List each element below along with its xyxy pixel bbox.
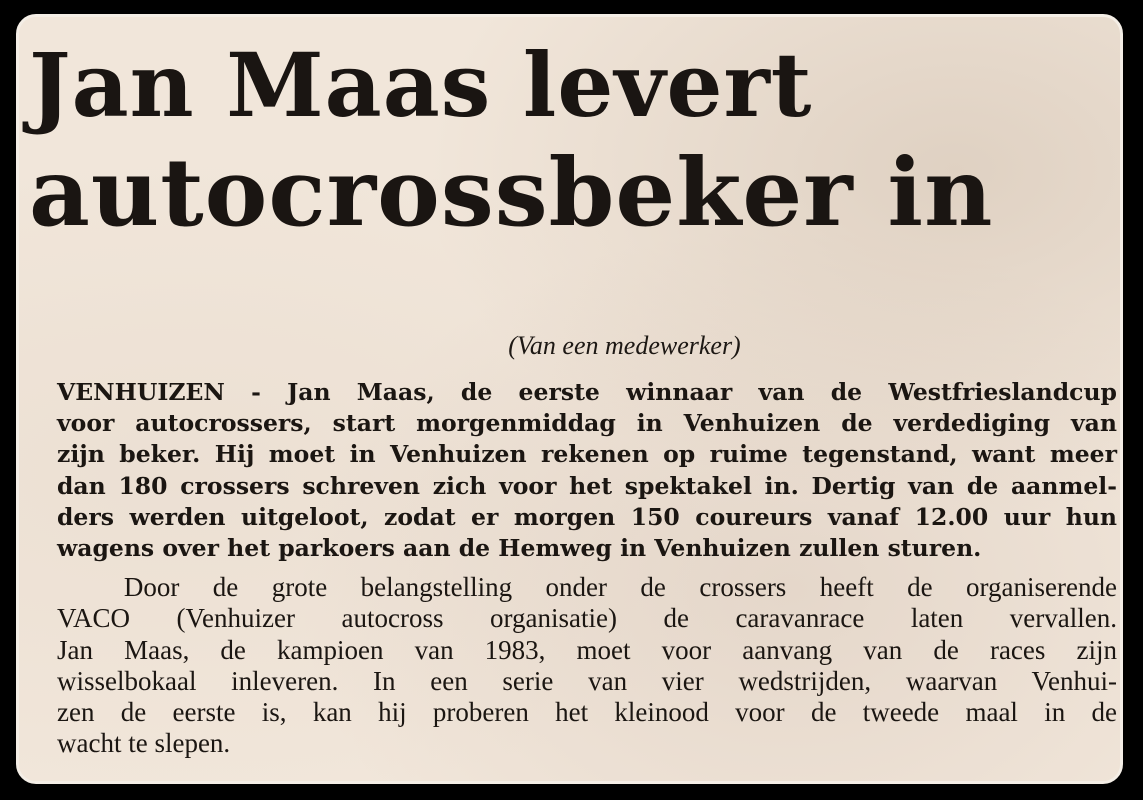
body-line: zen de eerste is, kan hij proberen het kleinood voor de tweede maal in de [57, 697, 1117, 728]
article-body [57, 377, 1117, 759]
lead-line: zijn beker. Hij moet in Venhuizen rekenen op ruime tegenstand, want meer [57, 440, 1117, 469]
body-line: Door de grote belangstelling onder de crossers heeft de organiserende [57, 572, 1117, 603]
byline: (Van een medewerker) [508, 331, 741, 360]
body-line: wisselbokaal inleveren. In een serie van vier wedstrijden, waarvan Venhui- [57, 665, 1117, 696]
lead-paragraph [57, 377, 1117, 564]
clipping-frame [16, 14, 1123, 784]
body-line: Jan Maas, de kampioen van 1983, moet voor aanvang van de races zijn [57, 634, 1117, 665]
body-paragraph [57, 572, 1117, 759]
lead-line: dan 180 crossers schreven zich voor het spektakel in. Dertig van de aanmel- [57, 471, 1117, 500]
lead-line: wagens over het parkoers aan de Hemweg in Venhuizen zullen sturen. [57, 534, 982, 563]
lead-line: ders werden uitgeloot, zodat er morgen 150 coureurs vanaf 12.00 uur hun [57, 502, 1117, 531]
body-line: wacht te slepen. [57, 728, 231, 759]
body-line: VACO (Venhuizer autocross organisatie) de caravanrace laten vervallen. [57, 603, 1117, 634]
headline-line-1: Jan Maas levert [29, 33, 813, 137]
lead-line: VENHUIZEN - Jan Maas, de eerste winnaar van de Westfrieslandcup [57, 378, 1117, 406]
headline [29, 33, 1109, 248]
headline-line-2: autocrossbeker in [29, 138, 994, 248]
lead-line: voor autocrossers, start morgenmiddag in Venhuizen de verdediging van [57, 409, 1117, 438]
